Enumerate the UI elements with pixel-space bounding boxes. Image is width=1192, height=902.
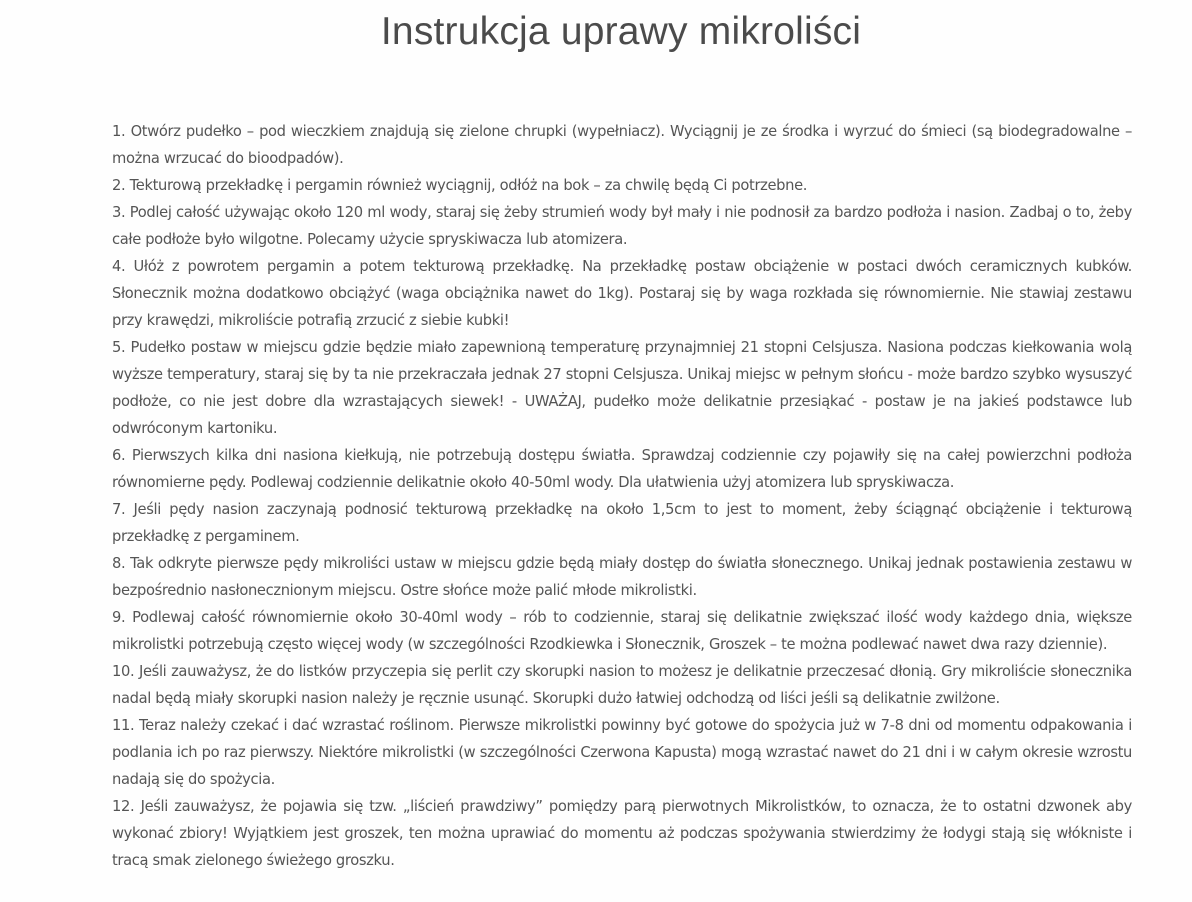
instruction-step-5: 5. Pudełko postaw w miejscu gdzie będzie miało zapewnioną temperaturę przynajmniej 21 stopni Celsjusza. Nasiona podczas kiełkowania wolą wyższe temperatury, staraj się by ta nie przekraczała jednak 27 stopni Celsjusza. Unikaj miejsc w pełnym słońcu - może bardzo szybko wysuszyć podłoże, co nie jest dobre dla wzrastających siewek! - UWAŻAJ, pudełko może delikatnie przesiąkać - postaw je na jakieś podstawce lub odwróconym kartoniku.: [112, 339, 1132, 437]
instruction-step-8: 8. Tak odkryte pierwsze pędy mikroliści ustaw w miejscu gdzie będą miały dostęp do światła słonecznego. Unikaj jednak postawienia zestawu w bezpośrednio nasłonecznionym miejscu. Ostre słońce może palić młode mikrolistki.: [112, 555, 1132, 599]
page-title: Instrukcja uprawy mikroliści: [380, 10, 862, 53]
instruction-step-2: 2. Tekturową przekładkę i pergamin również wyciągnij, odłóż na bok – za chwilę będą Ci potrzebne.: [112, 177, 808, 194]
instruction-step-9: 9. Podlewaj całość równomiernie około 30-40ml wody – rób to codziennie, staraj się delikatnie zwiększać ilość wody każdego dnia, większe mikrolistki potrzebują często więcej wody (w szczególności Rzodkiewka i Słonecznik, Groszek – te można podlewać nawet dwa razy dziennie).: [112, 609, 1132, 653]
instruction-step-1: 1. Otwórz pudełko – pod wieczkiem znajdują się zielone chrupki (wypełniacz). Wyciągnij je ze środka i wyrzuć do śmieci (są biodegradowalne – można wrzucać do bioodpadów).: [112, 123, 1132, 167]
instruction-step-4: 4. Ułóż z powrotem pergamin a potem tekturową przekładkę. Na przekładkę postaw obciążenie w postaci dwóch ceramicznych kubków. Słonecznik można dodatkowo obciążyć (waga obciążnika nawet do 1kg). Postaraj się by waga rozkłada się równomiernie. Nie stawiaj zestawu przy krawędzi, mikroliście potrafią zrzucić z siebie kubki!: [112, 258, 1132, 329]
instruction-step-12: 12. Jeśli zauważysz, że pojawia się tzw. „liścień prawdziwy” pomiędzy parą pierwotnych Mikrolistków, to oznacza, że to ostatni dzwonek aby wykonać zbiory! Wyjątkiem jest groszek, ten można uprawiać do momentu aż podczas spożywania stwierdzimy że łodygi stają się włókniste i tracą smak zielonego świeżego groszku.: [112, 798, 1132, 869]
instruction-step-3: 3. Podlej całość używając około 120 ml wody, staraj się żeby strumień wody był mały i nie podnosił za bardzo podłoża i nasion. Zadbaj o to, żeby całe podłoże było wilgotne. Polecamy użycie spryskiwacza lub atomizera.: [112, 204, 1132, 248]
instruction-step-6: 6. Pierwszych kilka dni nasiona kiełkują, nie potrzebują dostępu światła. Sprawdzaj codziennie czy pojawiły się na całej powierzchni podłoża równomierne pędy. Podlewaj codziennie delikatnie około 40-50ml wody. Dla ułatwienia użyj atomizera lub spryskiwacza.: [112, 447, 1132, 491]
instruction-step-10: 10. Jeśli zauważysz, że do listków przyczepia się perlit czy skorupki nasion to możesz je delikatnie przeczesać dłonią. Gry mikroliście słonecznika nadal będą miały skorupki nasion należy je ręcznie usunąć. Skorupki dużo łatwiej odchodzą od liści jeśli są delikatnie zwilżone.: [112, 663, 1132, 707]
instruction-step-7: 7. Jeśli pędy nasion zaczynają podnosić tekturową przekładkę na około 1,5cm to jest to moment, żeby ściągnąć obciążenie i tekturową przekładkę z pergaminem.: [112, 501, 1132, 545]
instructions-list: [112, 118, 1132, 874]
instruction-step-11: 11. Teraz należy czekać i dać wzrastać roślinom. Pierwsze mikrolistki powinny być gotowe do spożycia już w 7-8 dni od momentu odpakowania i podlania ich po raz pierwszy. Niektóre mikrolistki (w szczególności Czerwona Kapusta) mogą wzrastać nawet do 21 dni i w całym okresie wzrostu nadają się do spożycia.: [112, 717, 1132, 788]
